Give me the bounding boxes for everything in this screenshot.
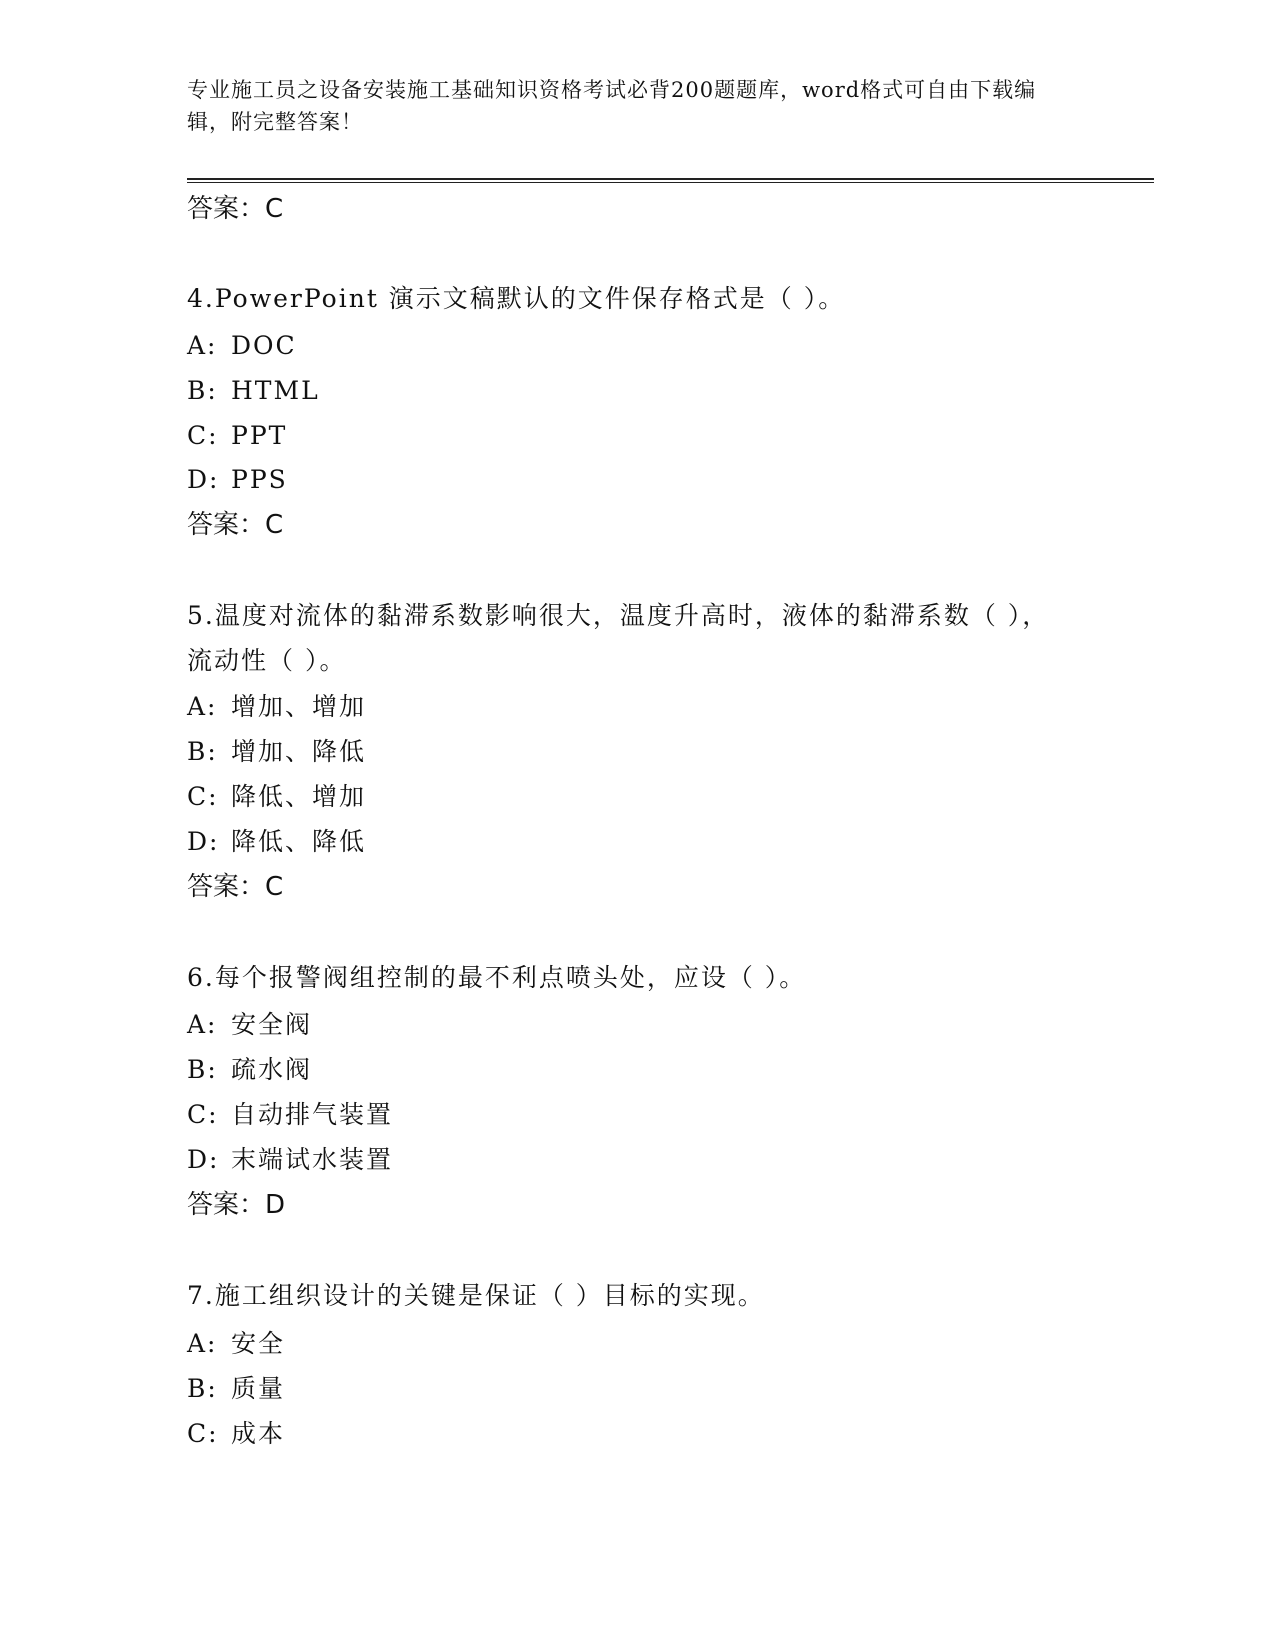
option-letter: B: (187, 737, 218, 766)
question-6-option-c (187, 1098, 393, 1132)
question-5-option-b (187, 735, 366, 769)
question-7-option-a (187, 1327, 285, 1361)
option-letter: A: (187, 331, 218, 360)
option-text: 自动排气装置 (231, 1100, 394, 1129)
option-text: 质量 (231, 1374, 286, 1403)
question-4-option-b (187, 374, 320, 408)
question-6-option-a (187, 1008, 312, 1042)
question-4-stem: 4.PowerPoint 演示文稿默认的文件保存格式是（ ）。 (187, 284, 846, 313)
option-letter: B: (187, 376, 218, 405)
option-letter: C: (187, 782, 219, 811)
option-letter: A: (187, 1010, 218, 1039)
option-letter: A: (187, 692, 218, 721)
question-5-stem: 5.温度对流体的黏滞系数影响很大，温度升高时，液体的黏滞系数（ ），流动性（ ）。 (187, 601, 1050, 675)
option-letter: B: (187, 1374, 218, 1403)
option-text: HTML (231, 376, 320, 405)
option-text: 成本 (231, 1419, 286, 1448)
header-divider (187, 178, 1154, 183)
question-7-option-c (187, 1417, 285, 1451)
option-letter: C: (187, 421, 219, 450)
option-text: 疏水阀 (231, 1055, 313, 1084)
option-text: 末端试水装置 (231, 1145, 394, 1174)
option-text: 降低、降低 (231, 827, 367, 856)
question-7-option-b (187, 1372, 285, 1406)
option-text: 增加、增加 (231, 692, 367, 721)
question-5-option-d (187, 825, 366, 859)
answer-q3: 答案：C (187, 194, 284, 224)
option-text: PPT (231, 421, 288, 450)
question-6-option-d (187, 1143, 393, 1177)
question-4-option-a (187, 329, 297, 363)
question-6-stem: 6.每个报警阀组控制的最不利点喷头处，应设（ ）。 (187, 963, 807, 992)
answer-q6: 答案：D (187, 1190, 286, 1220)
question-5-option-c (187, 780, 366, 814)
option-text: 安全 (231, 1329, 286, 1358)
question-7-stem: 7.施工组织设计的关键是保证（ ）目标的实现。 (187, 1281, 765, 1310)
option-letter: C: (187, 1100, 219, 1129)
option-letter: D: (187, 465, 220, 494)
option-text: 安全阀 (231, 1010, 313, 1039)
answer-q4: 答案：C (187, 510, 284, 540)
option-text: 增加、降低 (231, 737, 367, 766)
option-letter: A: (187, 1329, 218, 1358)
option-letter: D: (187, 827, 220, 856)
question-6-option-b (187, 1053, 312, 1087)
question-5-option-a (187, 690, 366, 724)
option-text: PPS (231, 465, 288, 494)
question-4-option-d (187, 463, 288, 497)
option-text: DOC (231, 331, 297, 360)
option-text: 降低、增加 (231, 782, 367, 811)
option-letter: D: (187, 1145, 220, 1174)
option-letter: B: (187, 1055, 218, 1084)
answer-q5: 答案：C (187, 872, 284, 902)
question-4-option-c (187, 419, 287, 453)
document-header: 专业施工员之设备安装施工基础知识资格考试必背200题题库，word格式可自由下载编辑，附完整答案！ (187, 78, 1037, 134)
option-letter: C: (187, 1419, 219, 1448)
